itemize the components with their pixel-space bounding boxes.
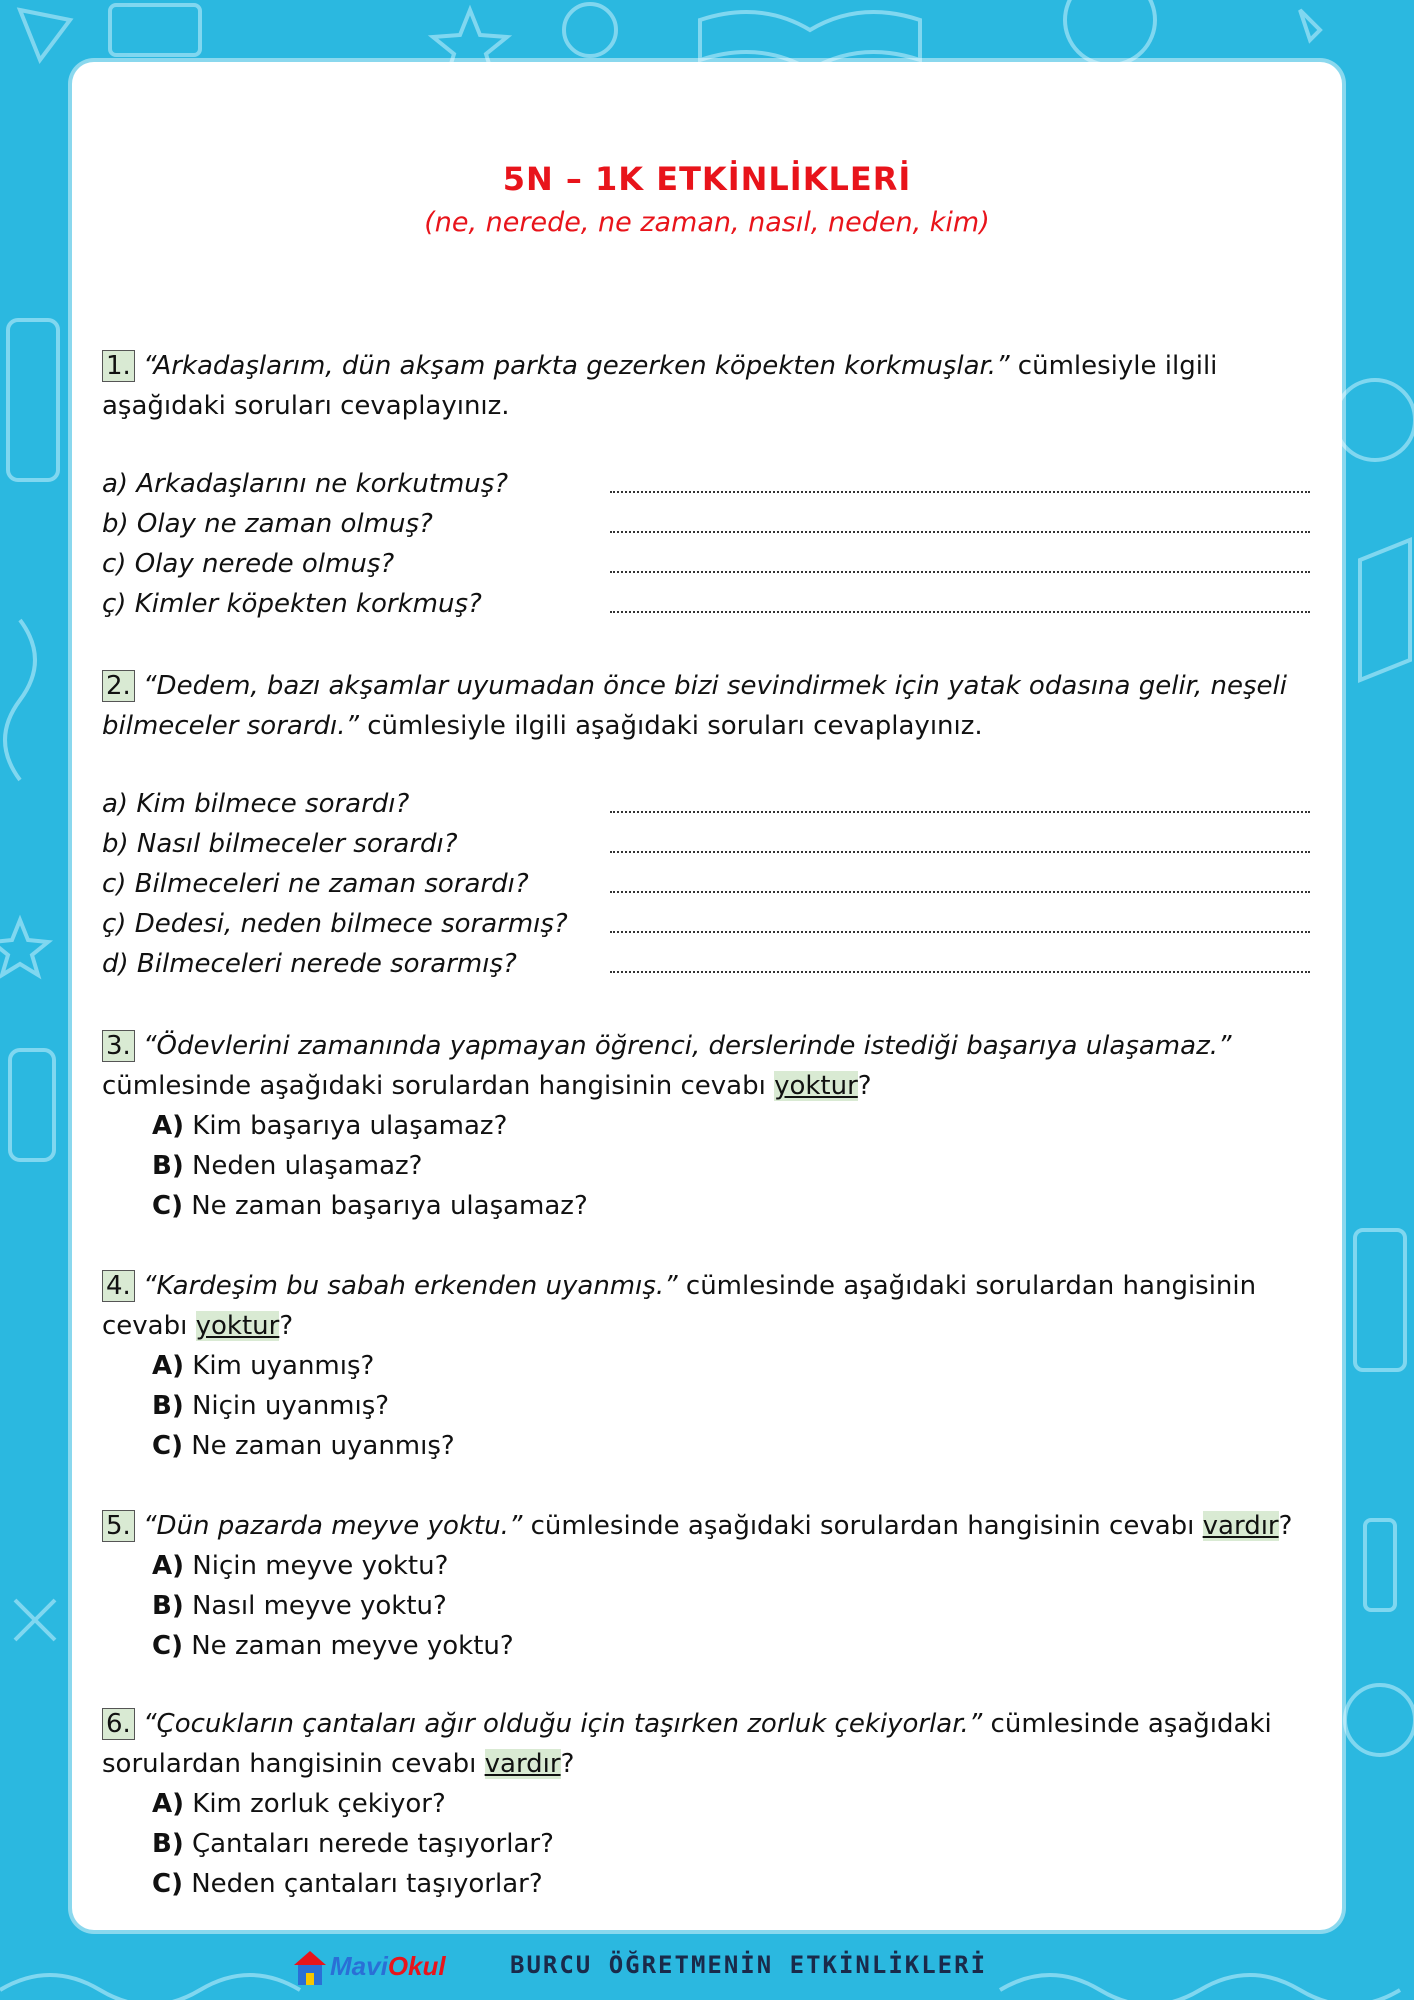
q3-option-b[interactable]: [152, 1147, 422, 1185]
q6-quote: “Çocukların çantaları ağır olduğu için taşırken zorluk çekiyorlar.”: [143, 1709, 983, 1739]
q5-quote: “Dün pazarda meyve yoktu.”: [143, 1511, 523, 1541]
q1-sub-d: [102, 585, 1317, 623]
q1-line2: aşağıdaki soruları cevaplayınız.: [102, 391, 510, 421]
answer-line[interactable]: [610, 491, 1310, 493]
q2-number: 2.: [102, 670, 135, 702]
q4-option-a[interactable]: [152, 1347, 374, 1385]
q6-qmark: ?: [560, 1749, 575, 1779]
q4-highlight: yoktur: [195, 1311, 280, 1341]
frame-doodle: [1355, 1230, 1405, 1370]
option-letter: B): [152, 1591, 184, 1621]
q2-line1: [102, 667, 1287, 705]
q4-option-b[interactable]: [152, 1387, 389, 1425]
q3-option-a[interactable]: [152, 1107, 507, 1145]
q5-option-a[interactable]: [152, 1547, 448, 1585]
q3-line2: [102, 1067, 872, 1105]
q2-sub-a: [102, 785, 1317, 823]
option-text: Ne zaman başarıya ulaşamaz?: [182, 1191, 588, 1221]
q1-sub-c: [102, 545, 1317, 583]
answer-line[interactable]: [610, 571, 1310, 573]
star-doodle-2: [0, 920, 48, 975]
answer-line[interactable]: [610, 931, 1310, 933]
option-letter: C): [152, 1869, 183, 1899]
q6-prompt: sorulardan hangisinin cevabı: [102, 1749, 485, 1779]
option-letter: B): [152, 1151, 184, 1181]
logo-text-okul: Okul: [387, 1951, 446, 1981]
scissors-doodle: [15, 1600, 55, 1640]
q4-number: 4.: [102, 1270, 135, 1302]
plate-doodle: [1335, 380, 1414, 460]
option-text: Niçin uyanmış?: [183, 1391, 390, 1421]
q5-line1: [102, 1507, 1292, 1545]
option-text: Nasıl meyve yoktu?: [183, 1591, 447, 1621]
q6-line2: [102, 1745, 574, 1783]
option-letter: A): [152, 1551, 185, 1581]
mavi-okul-logo[interactable]: [290, 1945, 446, 1989]
q3-option-c[interactable]: [152, 1187, 588, 1225]
option-text: Ne zaman meyve yoktu?: [182, 1631, 514, 1661]
option-letter: A): [152, 1111, 185, 1141]
option-letter: B): [152, 1391, 184, 1421]
arrow-doodle: [5, 620, 35, 780]
crayon-doodle: [1365, 1520, 1395, 1610]
flask-doodle: [564, 4, 616, 56]
q6-option-b[interactable]: [152, 1825, 554, 1863]
worksheet-page: [72, 62, 1342, 1930]
option-text: Kim uyanmış?: [184, 1351, 375, 1381]
q2-quote1: “Dedem, bazı akşamlar uyumadan önce bizi sevindirmek için yatak odasına gelir, neşeli: [143, 671, 1287, 701]
q4-line2: [102, 1307, 293, 1345]
q1-number: 1.: [102, 350, 135, 382]
option-letter: C): [152, 1431, 183, 1461]
q6-option-c[interactable]: [152, 1865, 543, 1903]
clock-doodle: [1065, 0, 1155, 65]
q1-rest: cümlesiyle ilgili: [1009, 351, 1218, 381]
answer-line[interactable]: [610, 891, 1310, 893]
answer-line[interactable]: [610, 851, 1310, 853]
bottle-doodle: [10, 1050, 54, 1160]
q2-sub-b: [102, 825, 1317, 863]
house-icon: [290, 1945, 330, 1989]
option-letter: C): [152, 1191, 183, 1221]
q1-sub-b: [102, 505, 1317, 543]
page-title: 5N – 1K ETKİNLİKLERİ: [502, 160, 912, 198]
q2-sub-a-text: a) Kim bilmece sorardı?: [102, 789, 410, 819]
book-doodle: [110, 5, 200, 55]
q4-qmark: ?: [279, 1311, 294, 1341]
notebook-doodle: [8, 320, 58, 480]
q6-option-a[interactable]: [152, 1785, 446, 1823]
q4-line1: [102, 1267, 1256, 1305]
answer-line[interactable]: [610, 531, 1310, 533]
ruler-doodle: [1360, 540, 1410, 680]
q2-sub-e: [102, 945, 1317, 983]
q3-prompt: cümlesinde aşağıdaki sorulardan hangisinin cevabı: [102, 1071, 775, 1101]
q1-sub-a-text: a) Arkadaşlarını ne korkutmuş?: [102, 469, 509, 499]
option-text: Ne zaman uyanmış?: [182, 1431, 455, 1461]
q2-sub-d: [102, 905, 1317, 943]
option-text: Kim zorluk çekiyor?: [184, 1789, 446, 1819]
option-letter: A): [152, 1789, 185, 1819]
ball-doodle: [1345, 1685, 1414, 1755]
logo-text-mavi: Mavi: [330, 1951, 388, 1981]
q4-rest: cümlesinde aşağıdaki sorulardan hangisinin: [677, 1271, 1257, 1301]
answer-line[interactable]: [610, 611, 1310, 613]
q5-highlight: vardır: [1202, 1511, 1279, 1541]
q3-line1: [102, 1027, 1231, 1065]
option-letter: B): [152, 1829, 184, 1859]
page-subtitle: (ne, nerede, ne zaman, nasıl, neden, kim): [424, 207, 990, 238]
option-letter: C): [152, 1631, 183, 1661]
q6-line1: [102, 1705, 1272, 1743]
q4-option-c[interactable]: [152, 1427, 455, 1465]
q1-sub-c-text: c) Olay nerede olmuş?: [102, 549, 395, 579]
option-letter: A): [152, 1351, 185, 1381]
option-text: Çantaları nerede taşıyorlar?: [183, 1829, 554, 1859]
q1-line1: [102, 347, 1217, 385]
pin-doodle: [1300, 10, 1320, 40]
option-text: Niçin meyve yoktu?: [184, 1551, 449, 1581]
pencil-doodle: [20, 10, 70, 60]
q6-highlight: vardır: [484, 1749, 561, 1779]
footer-credit: BURCU ÖĞRETMENİN ETKİNLİKLERİ: [510, 1951, 988, 1979]
q5-rest: cümlesinde aşağıdaki sorulardan hangisinin cevabı: [522, 1511, 1203, 1541]
q2-quote2: bilmeceler sorardı.”: [102, 711, 359, 741]
answer-line[interactable]: [610, 811, 1310, 813]
q5-qmark: ?: [1278, 1511, 1293, 1541]
q1-sub-d-text: ç) Kimler köpekten korkmuş?: [102, 589, 482, 619]
q1-quote: “Arkadaşlarım, dün akşam parkta gezerken köpekten korkmuşlar.”: [143, 351, 1010, 381]
q3-qmark: ?: [857, 1071, 872, 1101]
q4-prompt: cevabı: [102, 1311, 196, 1341]
q5-option-b[interactable]: [152, 1587, 447, 1625]
q2-sub-d-text: ç) Dedesi, neden bilmece sorarmış?: [102, 909, 568, 939]
q3-quote: “Ödevlerini zamanında yapmayan öğrenci, derslerinde istediği başarıya ulaşamaz.”: [143, 1031, 1232, 1061]
option-text: Neden çantaları taşıyorlar?: [182, 1869, 543, 1899]
q2-sub-c-text: c) Bilmeceleri ne zaman sorardı?: [102, 869, 529, 899]
logo-text: [330, 1951, 446, 1982]
footer: [0, 1945, 1414, 1995]
answer-line[interactable]: [610, 971, 1310, 973]
q3-highlight: yoktur: [774, 1071, 858, 1101]
q2-line2: [102, 707, 983, 745]
q4-quote: “Kardeşim bu sabah erkenden uyanmış.”: [143, 1271, 678, 1301]
q2-sub-b-text: b) Nasıl bilmeceler sorardı?: [102, 829, 458, 859]
q1-sub-a: [102, 465, 1317, 503]
option-text: Neden ulaşamaz?: [183, 1151, 423, 1181]
q6-number: 6.: [102, 1708, 135, 1740]
q6-rest: cümlesinde aşağıdaki: [982, 1709, 1272, 1739]
q5-number: 5.: [102, 1510, 135, 1542]
q3-number: 3.: [102, 1030, 135, 1062]
q2-rest: cümlesiyle ilgili aşağıdaki soruları cevaplayınız.: [358, 711, 983, 741]
q1-sub-b-text: b) Olay ne zaman olmuş?: [102, 509, 433, 539]
q2-sub-c: [102, 865, 1317, 903]
option-text: Kim başarıya ulaşamaz?: [184, 1111, 508, 1141]
q5-option-c[interactable]: [152, 1627, 514, 1665]
q2-sub-e-text: d) Bilmeceleri nerede sorarmış?: [102, 949, 517, 979]
